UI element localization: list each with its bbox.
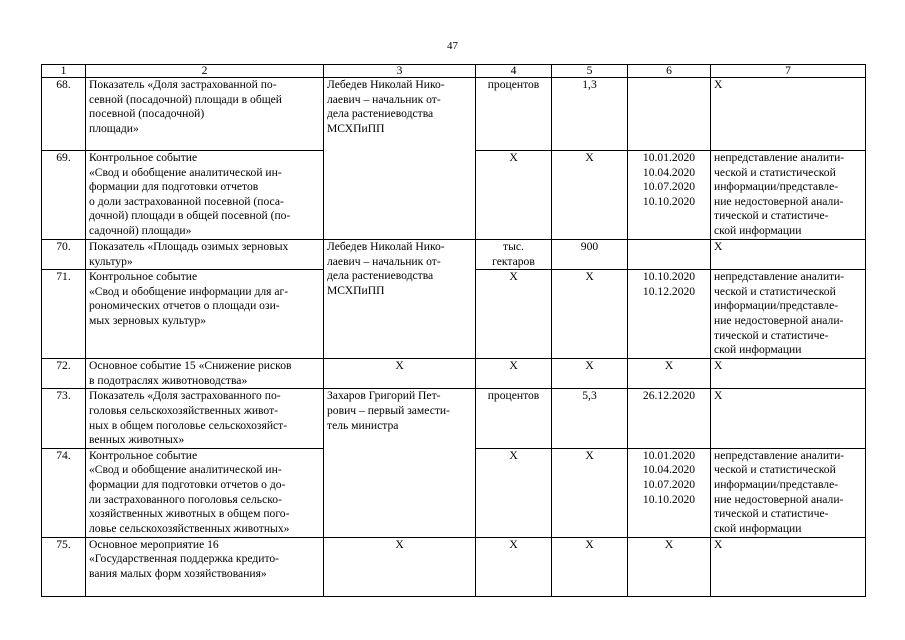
row-unit: процентов bbox=[476, 78, 552, 151]
column-header: 7 bbox=[711, 65, 866, 78]
row-responsible: Х bbox=[324, 537, 476, 596]
table-row bbox=[42, 359, 866, 389]
table-row bbox=[42, 240, 866, 270]
row-unit: Х bbox=[476, 359, 552, 389]
row-value: 5,3 bbox=[552, 389, 628, 448]
row-value: 900 bbox=[552, 240, 628, 270]
row-name: Показатель «Площадь озимых зерновых культур» bbox=[86, 240, 324, 270]
row-risk: Х bbox=[711, 78, 866, 151]
row-unit: тыс. гектаров bbox=[476, 240, 552, 270]
row-name: Показатель «Доля застрахованной по- севной (посадочной) площади в общей посевной (посадочной) площади» bbox=[86, 78, 324, 151]
column-header: 5 bbox=[552, 65, 628, 78]
column-header: 4 bbox=[476, 65, 552, 78]
row-responsible: Захаров Григорий Пет- рович – первый замести- тель министра bbox=[324, 389, 476, 537]
row-name: Показатель «Доля застрахованного по- головья сельскохозяйственных живот- ных в общем поголовье сельскохозяйст- венных животных» bbox=[86, 389, 324, 448]
row-date: Х bbox=[628, 359, 711, 389]
row-number: 74. bbox=[42, 448, 86, 537]
plan-table bbox=[41, 64, 866, 597]
row-number: 73. bbox=[42, 389, 86, 448]
row-number: 72. bbox=[42, 359, 86, 389]
row-number: 70. bbox=[42, 240, 86, 270]
row-date: Х bbox=[628, 537, 711, 596]
table-row bbox=[42, 389, 866, 448]
row-name: Контрольное событие «Свод и обобщение аналитической ин- формации для подготовки отчетов о доли застрахованной посевной (поса- дочной) площади в общей посевной (по- садочной) площади» bbox=[86, 151, 324, 240]
row-name: Основное мероприятие 16 «Государственная поддержка кредито- вания малых форм хозяйствования» bbox=[86, 537, 324, 596]
row-unit: Х bbox=[476, 448, 552, 537]
row-name: Контрольное событие «Свод и обобщение аналитической ин- формации для подготовки отчетов о до- ли застрахованного поголовья сельско- хозяйственных животных в общем пого- ловье сельскохозяйственных животных» bbox=[86, 448, 324, 537]
column-header: 2 bbox=[86, 65, 324, 78]
table-row bbox=[42, 537, 866, 596]
row-unit: Х bbox=[476, 151, 552, 240]
row-risk: Х bbox=[711, 537, 866, 596]
row-risk: Х bbox=[711, 359, 866, 389]
row-value: Х bbox=[552, 448, 628, 537]
row-value: 1,3 bbox=[552, 78, 628, 151]
row-date: 10.01.2020 10.04.2020 10.07.2020 10.10.2020 bbox=[628, 448, 711, 537]
row-value: Х bbox=[552, 270, 628, 359]
row-date bbox=[628, 78, 711, 151]
row-name: Основное событие 15 «Снижение рисков в подотраслях животноводства» bbox=[86, 359, 324, 389]
row-risk: непредставление аналити- ческой и статистической информации/представле- ние недостоверной анали- тической и статистиче- ской информации bbox=[711, 270, 866, 359]
row-unit: Х bbox=[476, 537, 552, 596]
row-responsible: Х bbox=[324, 359, 476, 389]
row-responsible: Лебедев Николай Нико- лаевич – начальник от- дела растениеводства МСХПиПП bbox=[324, 78, 476, 240]
row-number: 68. bbox=[42, 78, 86, 151]
row-risk: Х bbox=[711, 389, 866, 448]
row-name: Контрольное событие «Свод и обобщение информации для аг- рономических отчетов о площади ози- мых зерновых культур» bbox=[86, 270, 324, 359]
row-risk: Х bbox=[711, 240, 866, 270]
row-value: Х bbox=[552, 151, 628, 240]
row-date: 26.12.2020 bbox=[628, 389, 711, 448]
row-number: 69. bbox=[42, 151, 86, 240]
row-unit: Х bbox=[476, 270, 552, 359]
row-date: 10.10.2020 10.12.2020 bbox=[628, 270, 711, 359]
row-value: Х bbox=[552, 537, 628, 596]
row-date bbox=[628, 240, 711, 270]
row-number: 75. bbox=[42, 537, 86, 596]
row-date: 10.01.2020 10.04.2020 10.07.2020 10.10.2020 bbox=[628, 151, 711, 240]
row-unit: процентов bbox=[476, 389, 552, 448]
row-responsible: Лебедев Николай Нико- лаевич – начальник от- дела растениеводства МСХПиПП bbox=[324, 240, 476, 359]
row-value: Х bbox=[552, 359, 628, 389]
table-row bbox=[42, 78, 866, 151]
column-header: 6 bbox=[628, 65, 711, 78]
column-header: 1 bbox=[42, 65, 86, 78]
table-header-row bbox=[42, 65, 866, 78]
row-risk: непредставление аналити- ческой и статистической информации/представле- ние недостоверной анали- тической и статистиче- ской информации bbox=[711, 448, 866, 537]
row-number: 71. bbox=[42, 270, 86, 359]
page-number: 47 bbox=[447, 40, 458, 52]
row-risk: непредставление аналити- ческой и статистической информации/представле- ние недостоверной анали- тической и статистиче- ской информации bbox=[711, 151, 866, 240]
column-header: 3 bbox=[324, 65, 476, 78]
